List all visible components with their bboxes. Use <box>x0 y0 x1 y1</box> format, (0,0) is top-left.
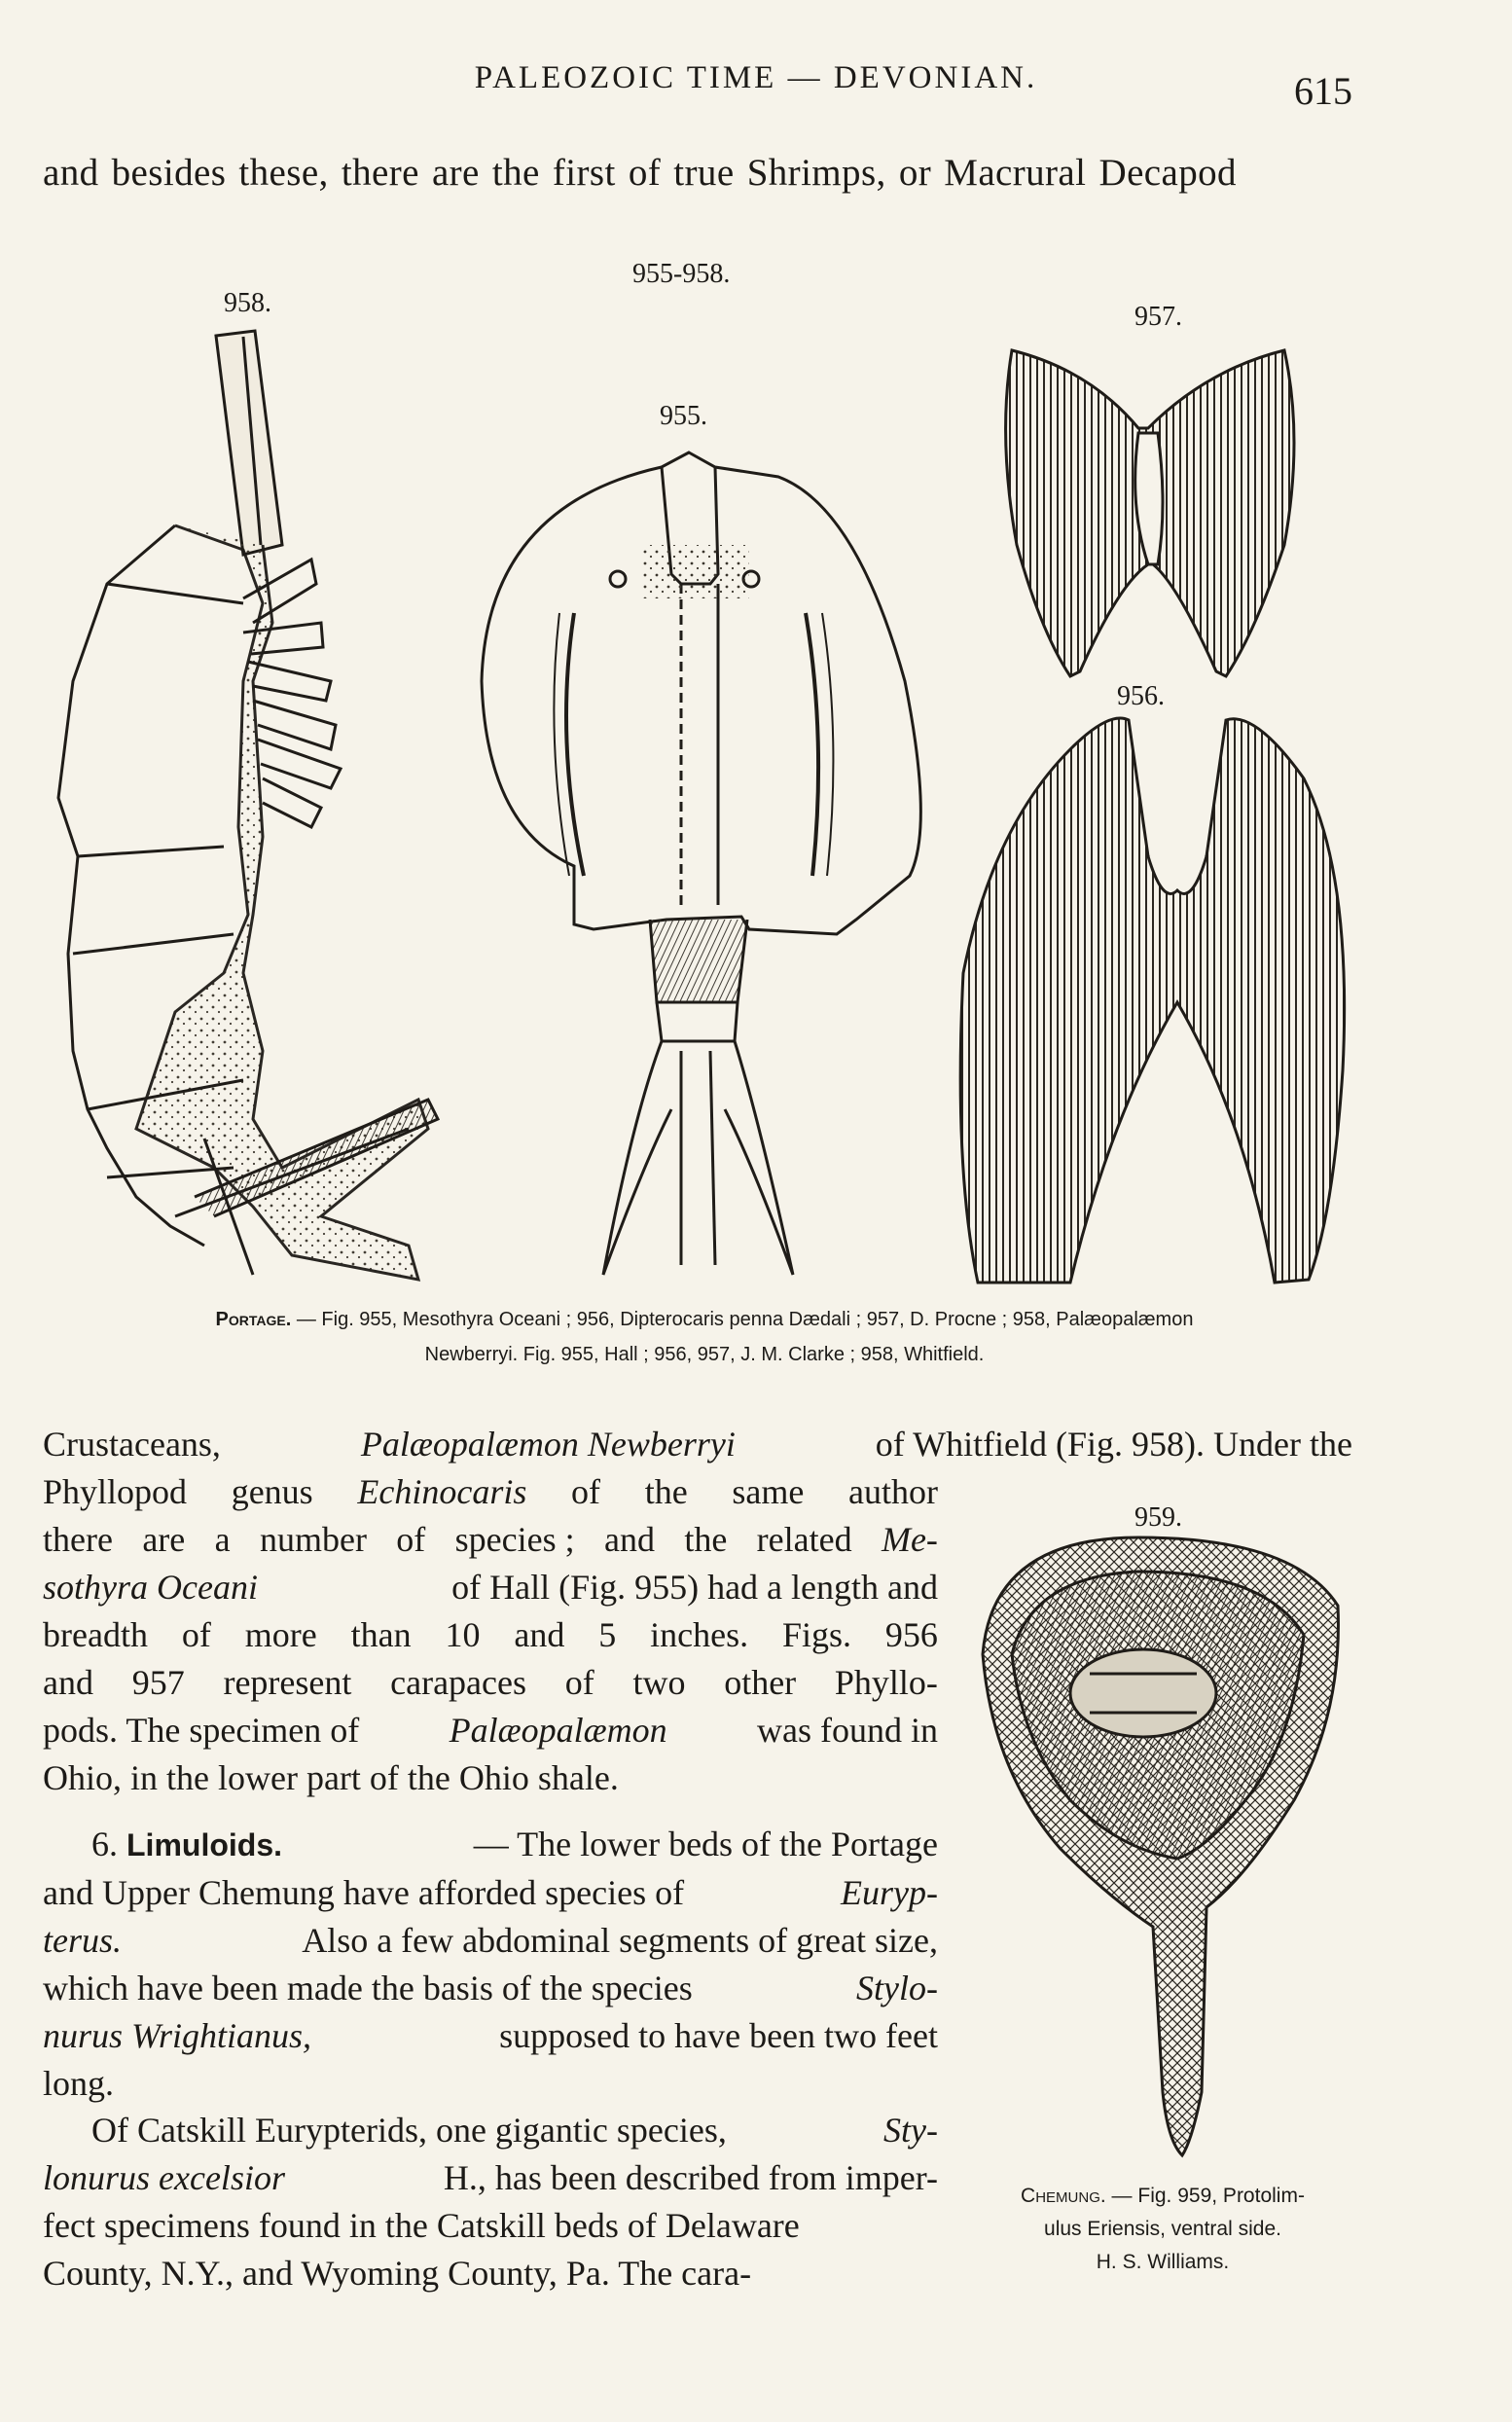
word: carapaces <box>390 1663 526 1702</box>
word: related <box>756 1520 852 1559</box>
word: and <box>43 1663 93 1702</box>
shrimp-fig958-drawing <box>58 331 438 1280</box>
carapace-fig956-drawing <box>960 718 1345 1283</box>
page-number: 615 <box>1294 69 1352 113</box>
text-line <box>43 1468 938 1516</box>
text-span: H., has been described from imper- <box>443 2158 938 2197</box>
species-name: sothyra Oceani <box>43 1568 258 1607</box>
text-span: of Whitfield (Fig. 958). Under the <box>875 1425 1352 1464</box>
text-line <box>43 1917 938 1965</box>
word: Me- <box>881 1520 938 1559</box>
word: are <box>142 1520 186 1559</box>
species-name: Sty- <box>883 2111 938 2150</box>
text-span: supposed to have been two feet <box>499 2016 938 2055</box>
limulus-fig959-drawing <box>983 1537 1338 2155</box>
text-line <box>43 2060 938 2108</box>
word: 5 <box>598 1615 617 1654</box>
text-span: pods. The specimen of <box>43 1711 360 1750</box>
text-span: County, N.Y., and Wyoming County, Pa. The cara- <box>43 2254 752 2293</box>
genus-name: Palæopalæmon <box>449 1711 667 1750</box>
text-line <box>43 2154 938 2202</box>
figure-caption <box>43 1302 1366 1372</box>
carapace-fig957-drawing <box>1006 350 1294 676</box>
figure-label-959: 959. <box>1134 1502 1182 1533</box>
text-line <box>43 2107 938 2154</box>
word: species ; <box>454 1520 575 1559</box>
word: the <box>684 1520 728 1559</box>
text-line <box>43 1965 938 2012</box>
text-span: which have been made the basis of the species <box>43 1969 693 2007</box>
word: of <box>564 1663 594 1702</box>
figure-label-955: 955. <box>660 401 707 431</box>
word: than <box>350 1615 412 1654</box>
paragraph-1-first-line <box>43 1421 1352 1468</box>
intro-line: and besides these, there are the first of true Shrimps, or Macrural Decapod <box>43 152 1237 194</box>
caption-line2: Newberryi. Fig. 955, Hall ; 956, 957, J. M. Clarke ; 958, Whitfield. <box>424 1344 985 1365</box>
word: two <box>632 1663 686 1702</box>
text-line <box>43 2012 938 2060</box>
caption-line: H. S. Williams. <box>1096 2251 1230 2273</box>
caption-line1: — Fig. 955, Mesothyra Oceani ; 956, Dipterocaris penna Dædali ; 957, D. Procne ; 958, Palæopalæmon <box>291 1309 1194 1330</box>
species-name: nurus Wrightianus, <box>43 2016 312 2055</box>
text-span: Crustaceans, <box>43 1425 221 1464</box>
word: 957 <box>131 1663 185 1702</box>
section-number: 6. <box>91 1825 118 1863</box>
word: Phyllo- <box>834 1663 938 1702</box>
word: the <box>644 1472 688 1511</box>
genus-name: terus. <box>43 1921 122 1960</box>
figure-group-label: 955-958. <box>632 259 731 289</box>
text-span: and Upper Chemung have afforded species of <box>43 1873 685 1912</box>
text-line <box>43 1564 938 1611</box>
word: 10 <box>445 1615 481 1654</box>
word: a <box>214 1520 231 1559</box>
word: of <box>571 1472 601 1511</box>
text-span: fect specimens found in the Catskill beds of Delaware <box>43 2206 800 2245</box>
section-heading: Limuloids. <box>126 1827 282 1862</box>
text-line <box>43 1754 938 1802</box>
word: genus <box>231 1472 313 1511</box>
word: same <box>732 1472 805 1511</box>
paragraph-1-body <box>43 1468 938 1802</box>
species-name: Stylo- <box>856 1969 938 2007</box>
word: number <box>259 1520 367 1559</box>
word: more <box>244 1615 317 1654</box>
caption-lead: Chemung. <box>1021 2185 1106 2207</box>
species-name: Palæopalæmon Newberryi <box>360 1425 736 1464</box>
word: and <box>514 1615 565 1654</box>
word: breadth <box>43 1615 148 1654</box>
word: there <box>43 1520 113 1559</box>
caption-lead: Portage. <box>215 1309 292 1330</box>
carapace-fig955-drawing <box>482 452 920 1275</box>
word: other <box>724 1663 797 1702</box>
paragraph-2 <box>43 1821 938 2108</box>
caption-line: ulus Eriensis, ventral side. <box>1044 2218 1281 2240</box>
text-span: of Hall (Fig. 955) had a length and <box>451 1568 938 1607</box>
word: 956 <box>884 1615 938 1654</box>
genus-name: Echinocaris <box>357 1472 527 1511</box>
caption-line: — Fig. 959, Protolim- <box>1105 2185 1305 2207</box>
word: and <box>603 1520 655 1559</box>
figure-label-957: 957. <box>1134 302 1182 332</box>
species-name: lonurus excelsior <box>43 2158 285 2197</box>
text-span: long. <box>43 2064 115 2103</box>
text-line <box>43 1821 938 1869</box>
text-line <box>43 2202 938 2250</box>
word: Figs. <box>781 1615 852 1654</box>
text-span: Also a few abdominal segments of great size, <box>302 1921 938 1960</box>
text-span: was found in <box>757 1711 938 1750</box>
paragraph-3 <box>43 2107 938 2297</box>
text-line <box>43 1659 938 1707</box>
genus-name: Euryp- <box>841 1873 938 1912</box>
text-span: Of Catskill Eurypterids, one gigantic species, <box>91 2111 727 2150</box>
word: author <box>848 1472 938 1511</box>
word: Phyllopod <box>43 1472 188 1511</box>
running-head: PALEOZOIC TIME — DEVONIAN. <box>474 60 1038 95</box>
text-line <box>43 2250 938 2297</box>
text-line <box>43 1869 938 1917</box>
figure-959-caption <box>963 2180 1362 2279</box>
text-line <box>43 1611 938 1659</box>
text-span: — The lower beds of the Portage <box>473 1825 938 1863</box>
text-line <box>43 1707 938 1754</box>
word: represent <box>223 1663 352 1702</box>
text-line <box>43 1516 938 1564</box>
text-span: Ohio, in the lower part of the Ohio shale. <box>43 1758 619 1797</box>
word: of <box>396 1520 426 1559</box>
word: inches. <box>650 1615 749 1654</box>
figure-label-958: 958. <box>224 288 271 318</box>
figure-label-956: 956. <box>1117 681 1165 711</box>
word: of <box>181 1615 211 1654</box>
